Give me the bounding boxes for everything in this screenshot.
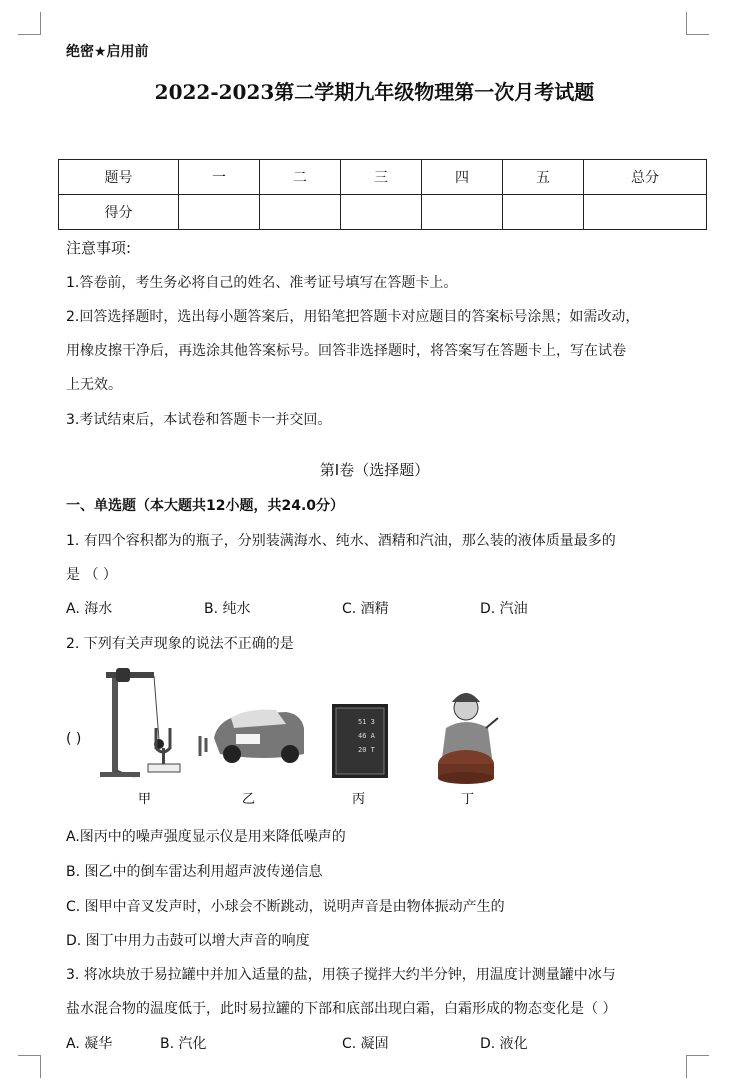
header-cell-4: 四: [422, 160, 503, 195]
q2-answer-paren: ( ): [66, 731, 82, 747]
q3-option-c[interactable]: C. 凝固: [342, 1036, 389, 1052]
q2-figures: [96, 668, 516, 813]
q1-stem-line1: 1. 有四个容积都为的瓶子，分别装满海水、纯水、酒精和汽油，那么装的液体质量最多的: [66, 533, 616, 549]
score-row-label: 得分: [59, 195, 179, 230]
notice-item: 2.回答选择题时，选出每小题答案后，用铅笔把答题卡对应题目的答案标号涂黑；如需改动，: [66, 309, 640, 325]
q3-stem-line1: 3. 将冰块放于易拉罐中并加入适量的盐，用筷子搅拌大约半分钟，用温度计测量罐中冰与: [66, 967, 616, 983]
q2-option-c[interactable]: C. 图甲中音叉发声时，小球会不断跳动，说明声音是由物体振动产生的: [66, 899, 505, 915]
notice-item: 上无效。: [66, 377, 122, 393]
figure-ding-drummer: [438, 693, 498, 807]
caption-bing: 丙: [352, 792, 366, 807]
crop-mark-top-left: [18, 12, 41, 35]
notice-item: 3.考试结束后，本试卷和答题卡一并交回。: [66, 412, 332, 428]
q3-option-a[interactable]: A. 凝华: [66, 1036, 113, 1052]
q1-option-d[interactable]: D. 汽油: [480, 601, 528, 617]
q1-option-a[interactable]: A. 海水: [66, 601, 113, 617]
q2-option-b[interactable]: B. 图乙中的倒车雷达利用超声波传递信息: [66, 864, 323, 880]
header-cell-5: 五: [503, 160, 584, 195]
score-cell-total[interactable]: [584, 195, 707, 230]
caption-yi: 乙: [242, 792, 256, 807]
score-table-header-row: [59, 160, 707, 195]
q2-option-d[interactable]: D. 图丁中用力击鼓可以增大声音的响度: [66, 933, 310, 949]
display-line: 46 A: [358, 732, 375, 740]
header-cell-3: 三: [341, 160, 422, 195]
score-cell[interactable]: [503, 195, 584, 230]
crop-mark-bottom-left: [18, 1055, 41, 1078]
part-title: 一、单选题（本大题共12小题，共24.0分）: [66, 498, 345, 514]
caption-ding: 丁: [461, 792, 475, 807]
crop-mark-bottom-right: [686, 1055, 709, 1078]
q3-stem-line2: 盐水混合物的温度低于，此时易拉罐的下部和底部出现白霜，白霜形成的物态变化是（ ）: [66, 1001, 617, 1017]
q1-stem-line2: 是 （ ）: [66, 567, 117, 583]
notice-item: 用橡皮擦干净后，再选涂其他答案标号。回答非选择题时，将答案写在答题卡上，写在试卷: [66, 343, 626, 359]
notice-item: 1.答卷前，考生务必将自己的姓名、准考证号填写在答题卡上。: [66, 275, 458, 291]
q2-stem: 2. 下列有关声现象的说法不正确的是: [66, 636, 294, 652]
header-cell-total: 总分: [584, 160, 707, 195]
notice-heading: 注意事项:: [66, 239, 132, 257]
q1-option-b[interactable]: B. 纯水: [204, 601, 251, 617]
score-table: [58, 159, 707, 230]
page-title: 2022-2023第二学期九年级物理第一次月考试题: [154, 80, 595, 104]
header-cell-1: 一: [179, 160, 260, 195]
figure-bing-noise-display: [332, 704, 388, 807]
display-line: 51 3: [358, 718, 375, 726]
header-cell-2: 二: [260, 160, 341, 195]
figure-jia-tuning-fork: [98, 668, 180, 807]
display-line: 20 T: [358, 746, 375, 754]
score-cell[interactable]: [179, 195, 260, 230]
caption-jia: 甲: [138, 792, 152, 807]
crop-mark-top-right: [686, 12, 709, 35]
header-cell-question-no: 题号: [59, 160, 179, 195]
figure-yi-car: [200, 710, 304, 807]
score-table-score-row: [59, 195, 707, 230]
score-cell[interactable]: [422, 195, 503, 230]
score-cell[interactable]: [260, 195, 341, 230]
section-title: 第I卷（选择题）: [319, 461, 430, 479]
q1-option-c[interactable]: C. 酒精: [342, 601, 389, 617]
q3-option-d[interactable]: D. 液化: [480, 1036, 528, 1052]
score-cell[interactable]: [341, 195, 422, 230]
q2-option-a[interactable]: A.图丙中的噪声强度显示仪是用来降低噪声的: [66, 829, 346, 845]
q3-option-b[interactable]: B. 汽化: [160, 1036, 207, 1052]
secret-label: 绝密★启用前: [66, 44, 149, 60]
